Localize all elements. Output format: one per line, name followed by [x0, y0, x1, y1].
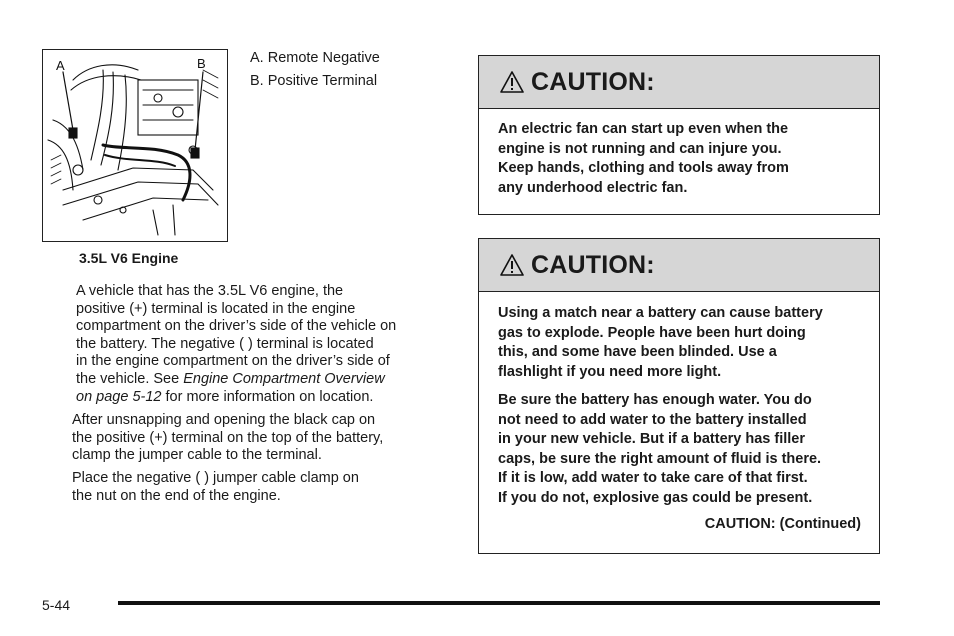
text-line: any underhood electric fan.: [498, 179, 688, 196]
cross-reference-page[interactable]: on page 5-12: [76, 388, 162, 405]
text-line: not need to add water to the battery installed: [498, 411, 807, 428]
text-fragment: the vehicle. See: [76, 370, 184, 387]
text-line: in your new vehicle. But if a battery has filler: [498, 431, 805, 447]
caution-header: [479, 56, 879, 109]
warning-triangle-icon: [499, 70, 525, 94]
caution-title: CAUTION:: [531, 250, 655, 279]
text-fragment: for more information on location.: [161, 388, 374, 405]
figure-caption: 3.5L V6 Engine: [79, 250, 179, 266]
caution-continued-note: CAUTION: (Continued): [704, 516, 861, 532]
text-line: flashlight if you need more light.: [498, 363, 722, 380]
text-line: Place the negative ( ) jumper cable clamp on: [72, 470, 359, 486]
text-line: the battery. The negative ( ) terminal is located: [76, 335, 374, 352]
text-line: in the engine compartment on the driver’s side of: [76, 353, 390, 370]
caution-paragraph: [498, 120, 861, 198]
text-line: clamp the jumper cable to the terminal.: [72, 447, 322, 464]
text-line: If it is low, add water to take care of that first.: [498, 470, 808, 486]
caution-paragraph: [498, 304, 861, 382]
text-line: Be sure the battery has enough water. You do: [498, 392, 812, 408]
cross-reference-link[interactable]: Engine Compartment Overview: [183, 370, 385, 387]
paragraph-negative-clamp: [72, 470, 359, 505]
paragraph-positive-clamp: [72, 412, 383, 465]
engine-illustration: [43, 50, 228, 242]
warning-triangle-icon: [499, 253, 525, 277]
engine-figure: [42, 49, 228, 242]
text-line: caps, be sure the right amount of fluid is there.: [498, 450, 822, 467]
caution-body: [479, 109, 879, 198]
text-line: Keep hands, clothing and tools away from: [498, 160, 789, 176]
text-line: [76, 371, 396, 389]
text-line: the nut on the end of the engine.: [72, 487, 281, 504]
legend-item-b: B. Positive Terminal: [250, 73, 378, 89]
text-line: this, and some have been blinded. Use a: [498, 344, 777, 360]
footer-rule: [118, 601, 880, 605]
text-line: compartment on the driver’s side of the vehicle on: [76, 318, 397, 335]
caution-paragraph: [498, 391, 861, 508]
figure-legend: [250, 47, 380, 93]
text-line: If you do not, explosive gas could be present.: [498, 489, 813, 506]
caution-box-electric-fan: [478, 55, 880, 215]
text-line: [76, 389, 396, 407]
caution-body: [479, 292, 879, 535]
page-number: 5-44: [42, 597, 71, 613]
text-line: Using a match near a battery can cause battery: [498, 305, 823, 321]
text-line: engine is not running and can injure you.: [498, 140, 782, 157]
callout-a: A: [56, 58, 65, 73]
text-line: the positive (+) terminal on the top of the battery,: [72, 429, 384, 446]
legend-item-a: A. Remote Negative: [250, 50, 380, 66]
callout-b: B: [197, 56, 206, 71]
caution-header: [479, 239, 879, 292]
text-line: After unsnapping and opening the black cap on: [72, 412, 376, 428]
text-line: An electric fan can start up even when the: [498, 121, 789, 137]
text-line: positive (+) terminal is located in the engine: [76, 300, 356, 317]
caution-title: CAUTION:: [531, 67, 655, 96]
text-line: A vehicle that has the 3.5L V6 engine, the: [76, 283, 344, 299]
text-line: gas to explode. People have been hurt doing: [498, 324, 806, 341]
paragraph-terminal-location: [76, 283, 396, 406]
caution-box-battery-gas: [478, 238, 880, 554]
